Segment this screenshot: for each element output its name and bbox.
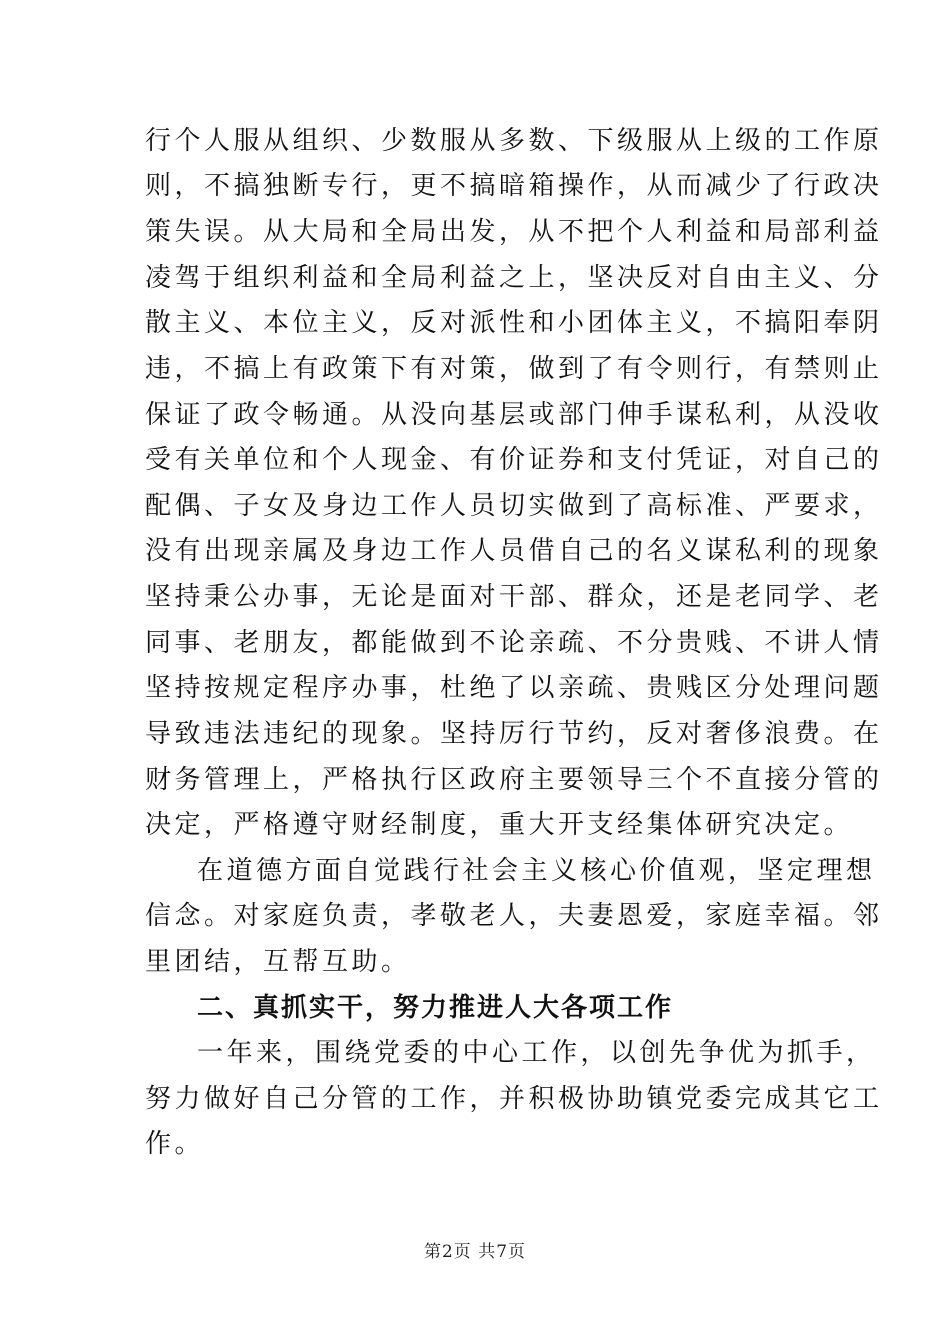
- body-text-line: 导致违法违纪的现象。坚持厉行节约，反对奢侈浪费。在: [145, 719, 883, 749]
- page-number-footer: 第2页 共7页: [423, 1242, 527, 1262]
- body-text-line: 里团结，互帮互助。: [145, 947, 411, 977]
- body-text-line: 散主义、本位主义，反对派性和小团体主义，不搞阳奉阴: [145, 308, 883, 338]
- paragraph-first-line: 在道德方面自觉践行社会主义核心价值观，坚定理想: [197, 856, 876, 886]
- body-text-line: 受有关单位和个人现金、有价证券和支付凭证，对自己的: [145, 445, 883, 475]
- body-text-line: 保证了政令畅通。从没向基层或部门伸手谋私利，从没收: [145, 400, 883, 430]
- body-text-line: 则，不搞独断专行，更不搞暗箱操作，从而减少了行政决: [145, 171, 883, 201]
- body-text-line: 财务管理上，严格执行区政府主要领导三个不直接分管的: [145, 765, 883, 795]
- body-text-line: 坚持按规定程序办事，杜绝了以亲疏、贵贱区分处理问题: [145, 673, 883, 703]
- paragraph-first-line: 一年来，围绕党委的中心工作，以创先争优为抓手，: [197, 1038, 876, 1068]
- body-text-line: 信念。对家庭负责，孝敬老人，夫妻恩爱，家庭幸福。邻: [145, 901, 883, 931]
- body-text-line: 决定，严格遵守财经制度，重大开支经集体研究决定。: [145, 810, 854, 840]
- section-heading: 二、真抓实干，努力推进人大各项工作: [197, 993, 674, 1023]
- body-text-line: 作。: [145, 1129, 205, 1159]
- body-text-line: 行个人服从组织、少数服从多数、下级服从上级的工作原: [145, 126, 883, 156]
- body-text-line: 同事、老朋友，都能做到不论亲疏、不分贵贱、不讲人情: [145, 628, 883, 658]
- body-text-line: 配偶、子女及身边工作人员切实做到了高标准、严要求，: [145, 491, 883, 521]
- body-text-line: 坚持秉公办事，无论是面对干部、群众，还是老同学、老: [145, 582, 883, 612]
- body-text-line: 策失误。从大局和全局出发，从不把个人利益和局部利益: [145, 217, 883, 247]
- body-text-line: 违，不搞上有政策下有对策，做到了有令则行，有禁则止: [145, 354, 883, 384]
- body-text-line: 凌驾于组织利益和全局利益之上，坚决反对自由主义、分: [145, 263, 883, 293]
- body-text-line: 努力做好自己分管的工作，并积极协助镇党委完成其它工: [145, 1084, 883, 1114]
- body-text-line: 没有出现亲属及身边工作人员借自己的名义谋私利的现象: [145, 536, 883, 566]
